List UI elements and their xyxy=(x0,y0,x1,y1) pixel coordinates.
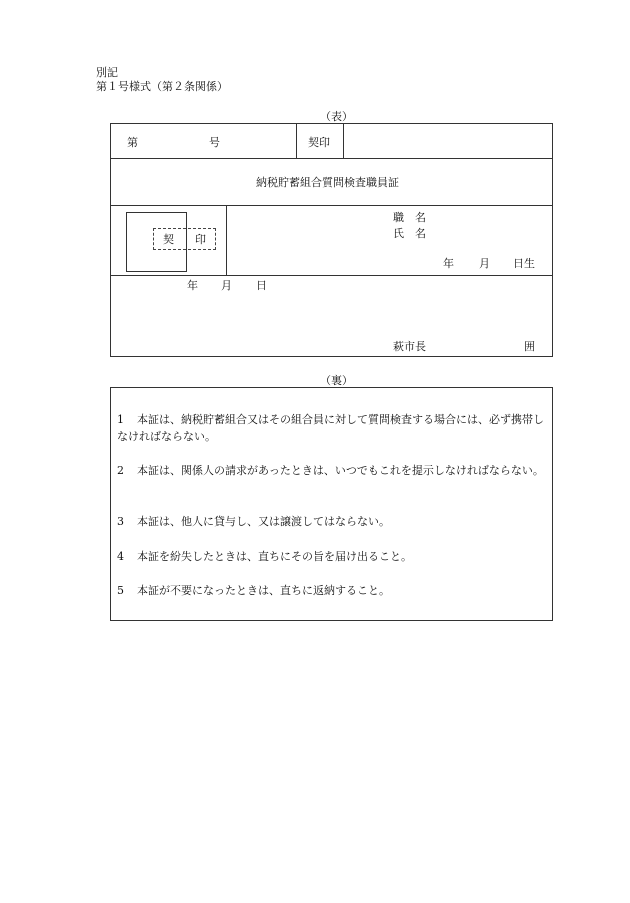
note-number: 5 xyxy=(117,584,124,597)
note-text: 本証は、関係人の請求があったときは、いつでもこれを提示しなければならない。 xyxy=(137,464,544,477)
note-number: 4 xyxy=(117,550,124,563)
birth-month-label: 月 xyxy=(479,257,490,270)
job-title-label: 職 名 xyxy=(393,211,426,224)
name-label: 氏 名 xyxy=(393,227,426,240)
note-item xyxy=(117,548,549,565)
card-title: 納税貯蓄組合質問検査職員証 xyxy=(256,176,399,189)
front-side-label: （表） xyxy=(320,110,353,123)
note-text: 本証が不要になったときは、直ちに返納すること。 xyxy=(137,584,390,597)
back-side-label: （裏） xyxy=(320,374,353,387)
issue-year-label: 年 xyxy=(187,279,198,292)
divider-line xyxy=(343,123,344,158)
note-item xyxy=(117,513,549,530)
form-number-label: 第１号様式（第２条関係） xyxy=(96,80,228,93)
note-number: 1 xyxy=(117,413,124,426)
seal-char-kei: 契 xyxy=(163,233,174,246)
seal-char-in: 印 xyxy=(195,233,206,246)
issue-day-label: 日 xyxy=(256,279,267,292)
note-item xyxy=(117,582,549,599)
divider-line xyxy=(110,275,553,276)
note-text: 本証を紛失したときは、直ちにその旨を届け出ること。 xyxy=(137,550,412,563)
divider-line xyxy=(110,158,553,159)
note-text: 本証は、納税貯蓄組合又はその組合員に対して質問検査する場合には、必ず携帯しなければならない。 xyxy=(117,413,544,443)
number-prefix: 第 xyxy=(127,136,138,149)
note-text: 本証は、他人に貸与し、又は譲渡してはならない。 xyxy=(137,515,390,528)
note-item xyxy=(117,411,549,445)
note-number: 3 xyxy=(117,515,124,528)
divider-line xyxy=(226,205,227,275)
birth-year-label: 年 xyxy=(443,257,454,270)
appendix-label: 別記 xyxy=(96,66,118,79)
issuer-label: 萩市長 xyxy=(393,340,426,353)
number-suffix: 号 xyxy=(209,136,220,149)
divider-line xyxy=(110,205,553,206)
issue-month-label: 月 xyxy=(221,279,232,292)
tally-seal-label: 契印 xyxy=(308,136,330,149)
note-item xyxy=(117,462,549,479)
divider-line xyxy=(296,123,297,158)
birth-day-label: 日生 xyxy=(513,257,535,270)
note-number: 2 xyxy=(117,464,124,477)
official-seal-mark: 囲 xyxy=(524,340,535,353)
